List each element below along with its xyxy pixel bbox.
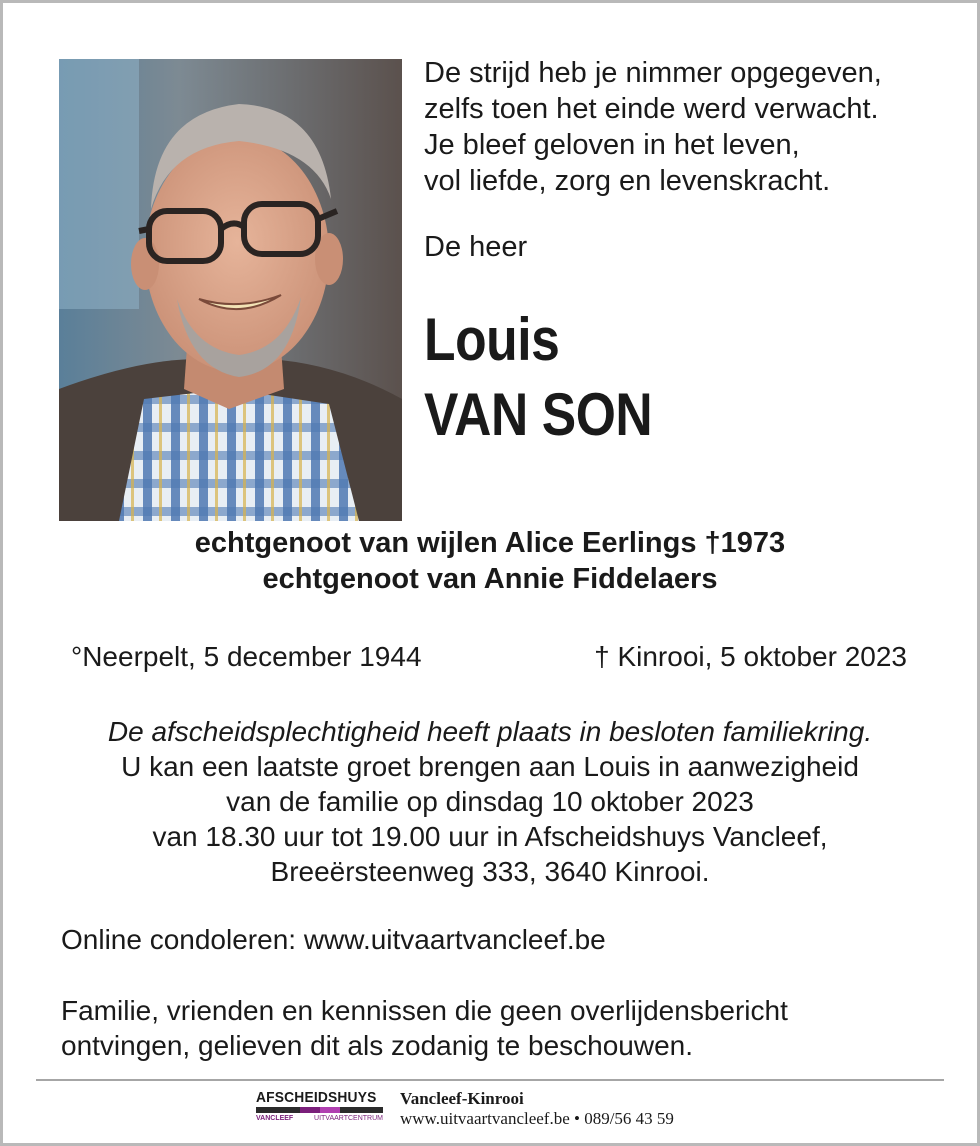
logo-subtitle (256, 1115, 383, 1122)
closing-line: ontvingen, gelieven dit als zodanig te beschouwen. (61, 1030, 693, 1061)
logo-bar-segment (278, 1107, 300, 1113)
logo-bar-segment (256, 1107, 278, 1113)
poem-line: De strijd heb je nimmer opgegeven, (424, 57, 882, 89)
logo-bar-segment (340, 1107, 362, 1113)
logo-sub-right: UITVAARTCENTRUM (314, 1115, 383, 1122)
birth-date: °Neerpelt, 5 december 1944 (71, 641, 422, 672)
closing-note (61, 993, 788, 1063)
first-name: Louis (424, 306, 560, 373)
funeral-home-logo (256, 1089, 383, 1122)
poem-line: Je bleef geloven in het leven, (424, 129, 800, 161)
logo-bar-segment (300, 1107, 320, 1113)
spouse-lines (3, 525, 977, 597)
poem-line: vol liefde, zorg en levenskracht. (424, 165, 831, 197)
logo-sub-left: VANCLEEF (256, 1115, 294, 1122)
contact-line: www.uitvaartvancleef.be • 089/56 43 59 (400, 1109, 674, 1128)
ceremony-line: De afscheidsplechtigheid heeft plaats in besloten familiekring. (107, 716, 873, 747)
logo-bar-segment (320, 1107, 340, 1113)
funeral-home-contact (400, 1089, 674, 1129)
ceremony-line: U kan een laatste groet brengen aan Louis in aanwezigheid (121, 751, 859, 782)
logo-color-bar (256, 1107, 383, 1113)
spouse-line-1: echtgenoot van wijlen Alice Eerlings †1973 (194, 527, 786, 559)
company-name: Vancleef-Kinrooi (400, 1089, 524, 1108)
logo-bar-segment (362, 1107, 383, 1113)
ceremony-info (3, 714, 977, 889)
footer-divider (36, 1079, 944, 1081)
death-date: † Kinrooi, 5 oktober 2023 (594, 641, 907, 672)
closing-line: Familie, vrienden en kennissen die geen overlijdensbericht (61, 995, 788, 1026)
poem (424, 55, 882, 199)
portrait-photo (59, 59, 402, 521)
ceremony-line: van de familie op dinsdag 10 oktober 2023 (226, 786, 754, 817)
spouse-line-2: echtgenoot van Annie Fiddelaers (262, 563, 718, 595)
ceremony-line: Breeërsteenweg 333, 3640 Kinrooi. (270, 856, 710, 887)
last-name: VAN SON (424, 381, 653, 448)
logo-wordmark: AFSCHEIDSHUYS (256, 1089, 377, 1106)
online-condolence-text: Online condoleren: www.uitvaartvancleef.be (61, 924, 606, 955)
honorific: De heer (424, 231, 528, 263)
ceremony-line: van 18.30 uur tot 19.00 uur in Afscheidshuys Vancleef, (152, 821, 828, 852)
poem-line: zelfs toen het einde werd verwacht. (424, 93, 879, 125)
